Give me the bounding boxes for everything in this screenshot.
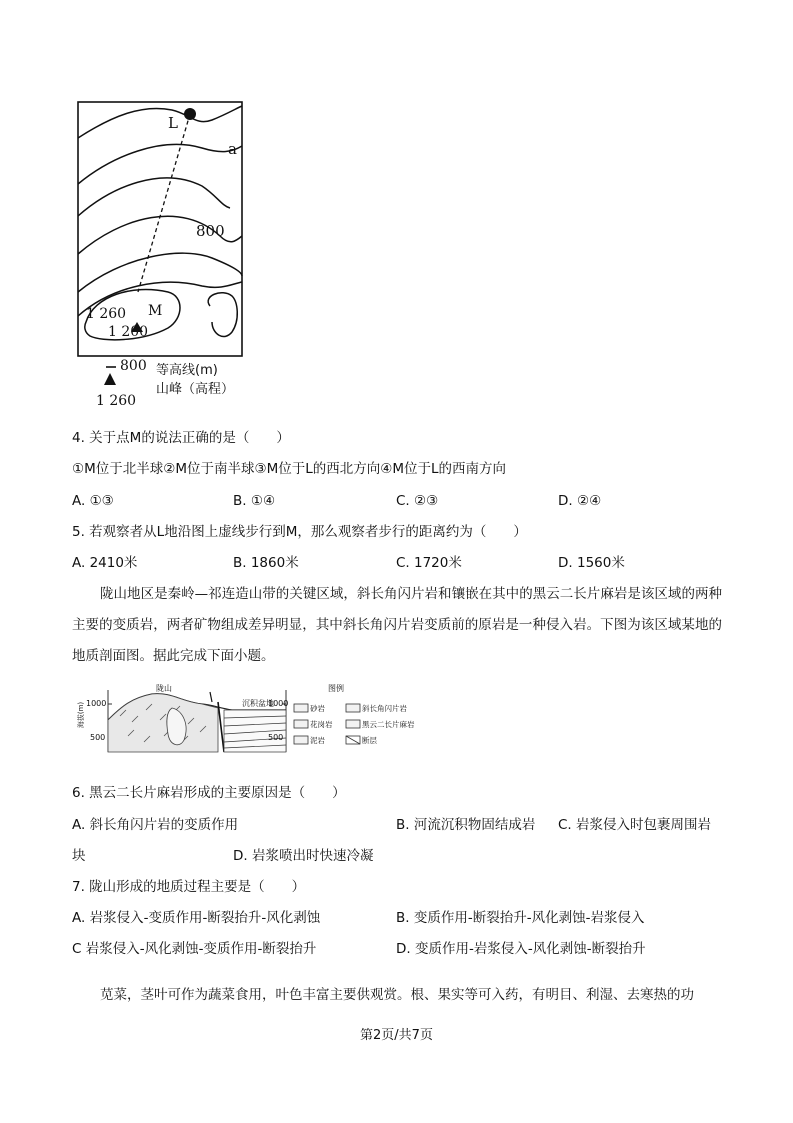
label-1200: 1 200 <box>108 324 149 340</box>
tick-1000-right: 1000 <box>268 699 289 708</box>
q4-option-c[interactable]: C. ②③ <box>396 493 439 509</box>
label-a: a <box>228 140 237 158</box>
label-m: M <box>148 303 163 319</box>
q6-option-a[interactable]: A. 斜长角闪片岩的变质作用 <box>72 817 239 833</box>
legend-peak-text: 山峰（高程） <box>156 382 235 397</box>
q5-option-d[interactable]: D. 1560米 <box>558 555 625 571</box>
geological-section <box>72 680 432 770</box>
contour-line-3 <box>78 178 230 216</box>
mountain-rock-body <box>108 694 218 752</box>
q7-option-a[interactable]: A. 岩浆侵入-变质作用-断裂抬升-风化剥蚀 <box>72 910 321 926</box>
q4-option-a[interactable]: A. ①③ <box>72 493 114 509</box>
contour-line-1 <box>78 106 242 138</box>
q7-option-b[interactable]: B. 变质作用-断裂抬升-风化剥蚀-岩浆侵入 <box>396 910 645 926</box>
legend-granite: 花岗岩 <box>310 720 333 729</box>
q6-option-b[interactable]: B. 河流沉积物固结成岩 <box>396 817 536 833</box>
q4-stem: 4. 关于点M的说法正确的是（ ） <box>72 430 290 446</box>
q4-option-b[interactable]: B. ①④ <box>233 493 276 509</box>
label-legend: 图例 <box>328 684 344 693</box>
q6-option-d[interactable]: D. 岩浆喷出时快速冷凝 <box>233 848 374 864</box>
passage-longshan: 陇山地区是秦岭—祁连造山带的关键区域，斜长角闪片岩和镶嵌在其中的黑云二长片麻岩是该区域的两种主要的变质岩，两者矿物组成差异明显，其中斜长角闪片岩变质前的原岩是一种侵入岩。下图为该区域某地的地质剖面图。据此完成下面小题。 <box>72 586 722 664</box>
page-footer: 第2页/共7页 <box>360 1028 433 1043</box>
tick-500-left: 500 <box>90 733 106 742</box>
q7-option-c[interactable]: C 岩浆侵入-风化剥蚀-变质作用-断裂抬升 <box>72 941 317 957</box>
q5-option-c[interactable]: C. 1720米 <box>396 555 462 571</box>
label-l: L <box>168 114 178 132</box>
topographic-map <box>72 96 252 416</box>
label-longshan: 陇山 <box>156 684 172 693</box>
tick-1000-left: 1000 <box>86 699 107 708</box>
legend-peak-icon <box>104 373 116 385</box>
label-800: 800 <box>196 222 225 240</box>
legend-amphibole-schist: 斜长角闪片岩 <box>362 704 407 713</box>
legend-sandstone: 砂岩 <box>310 704 325 713</box>
tick-500-right: 500 <box>268 733 284 742</box>
dashed-route-l-to-m <box>138 114 190 292</box>
legend-peak-value: 1 260 <box>96 393 137 409</box>
q6-stem: 6. 黑云二长片麻岩形成的主要原因是（ ） <box>72 785 346 801</box>
q5-option-b[interactable]: B. 1860米 <box>233 555 299 571</box>
q6-option-c[interactable]: C. 岩浆侵入时包裹周围岩 <box>558 817 712 833</box>
fault-line-1 <box>218 702 224 752</box>
label-basin: 沉积盆地 <box>242 699 274 708</box>
legend-gneiss: 黑云二长片麻岩 <box>362 720 415 729</box>
fault-arrow <box>210 692 212 702</box>
q4-option-d[interactable]: D. ②④ <box>558 493 602 509</box>
q5-option-a[interactable]: A. 2410米 <box>72 555 138 571</box>
contour-line-5 <box>78 253 242 292</box>
legend-contour-value: 800 <box>120 358 147 374</box>
label-1260: 1 260 <box>86 306 127 322</box>
q6-option-c-continued[interactable]: 块 <box>72 848 86 864</box>
legend-contour-text: 等高线(m) <box>156 363 218 378</box>
contour-closed-right <box>208 293 237 337</box>
q7-option-d[interactable]: D. 变质作用-岩浆侵入-风化剥蚀-断裂抬升 <box>396 941 646 957</box>
basin-layers <box>224 710 286 752</box>
q7-stem: 7. 陇山形成的地质过程主要是（ ） <box>72 879 306 895</box>
q4-statements: ①M位于北半球②M位于南半球③M位于L的西北方向④M位于L的西南方向 <box>72 461 507 477</box>
passage-amaranth: 苋菜，茎叶可作为蔬菜食用，叶色丰富主要供观赏。根、果实等可入药，有明目、利湿、去寒热的功 <box>100 987 694 1003</box>
q5-stem: 5. 若观察者从L地沿图上虚线步行到M，那么观察者步行的距离约为（ ） <box>72 524 527 540</box>
legend-mudstone: 泥岩 <box>310 736 325 745</box>
label-altitude: 海拔(m) <box>77 701 86 729</box>
legend-fault: 断层 <box>362 736 377 745</box>
point-l-marker <box>184 108 196 120</box>
